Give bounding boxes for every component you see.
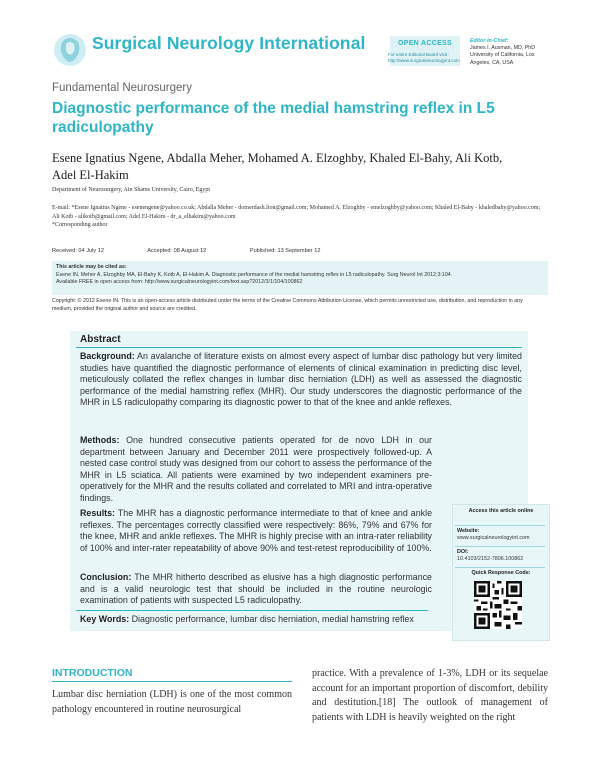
copyright-notice: Copyright: © 2012 Esene IN. This is an open-access article distributed under the terms of the Creative Commons Attribution License, which permits unrestricted use, distribution, and reproduction in any medium, provided the original author and source are credited. — [52, 298, 523, 312]
journal-logo — [52, 30, 88, 70]
access-heading: Access this article online — [468, 508, 534, 514]
available-link[interactable]: Available FREE in open access from: http://www.surgicalneurologyint.com/text.asp?2012/3/1/104/100862 — [56, 279, 303, 285]
open-access-label: OPEN ACCESS — [398, 40, 452, 47]
article-title: Diagnostic performance of the medial hamstring reflex in L5 radiculopathy — [52, 100, 495, 136]
divider — [76, 610, 428, 611]
abstract-conclusion: Conclusion: The MHR hitherto described as elusive has a high diagnostic performance and is a valid neurologic test that should be included in the routine neurologic examination of patients with suspected L5 radiculopathy. — [80, 572, 432, 605]
divider — [455, 567, 545, 568]
doi-link[interactable]: 10.4103/2152-7806.100862 — [457, 556, 524, 563]
affiliation: Department of Neurosurgery, Ain Shams University, Cairo, Egypt — [52, 187, 211, 193]
doi-info: DOI: 10.4103/2152-7806.100862 — [457, 549, 524, 563]
divider — [455, 546, 545, 547]
citation: This article may be cited as: Esene IN, Meher A, Elzoghby MA, El-Bahy K, Kotb A, El-Hakim A. Diagnostic performance of the medial hamstring reflex in L5 radiculopathy. Surg Neurol Int 2012;3:104. Available FREE in open access from: http://www.surgicalneurologyint.com/text.asp?2012/3/1/104/100862 — [56, 264, 453, 285]
received-date: Received: 04 July 12 — [52, 248, 104, 254]
abstract-background: Background: An avalanche of literature exists on almost every aspect of lumbar disc pathology but very limited studies have quantified the diagnostic performance of elements of clinical examination in predicting disc level, meticulously collated the reflex changes in lumbar disc herniation (LDH) as well as assessed the diagnostic performance of the medial hamstring reflex (MHR). Our study underscores the diagnostic performance of the MHR in L5 radiculopathy comparing its diagnostic power to that of the knee and ankle reflexes. — [80, 351, 522, 407]
journal-name: Surgical Neurology International — [92, 33, 366, 53]
editorial-board-link[interactable]: For entire Editorial Board visit : http://www.surgicalneurologyint.com — [388, 52, 460, 63]
qr-label: Quick Response Code: — [471, 570, 531, 576]
section-type: Fundamental Neurosurgery — [52, 82, 192, 94]
article-dates — [52, 248, 542, 254]
accepted-date: Accepted: 08 August 12 — [147, 248, 207, 254]
website-info: Website: www.surgicalneurologyint.com — [457, 528, 530, 542]
abstract-heading: Abstract — [80, 334, 121, 345]
author-list: Esene Ignatius Ngene, Abdalla Meher, Mohamed A. Elzoghby, Khaled El-Bahy, Ali Kotb, Adel El-Hakim — [52, 151, 503, 182]
corresponding-author: *Corresponding author — [52, 222, 108, 229]
intro-column-1: Lumbar disc herniation (LDH) is one of the most common pathology encountered in routine neurosurgical — [52, 689, 292, 715]
published-date: Published: 13 September 12 — [249, 248, 321, 254]
divider — [455, 525, 545, 526]
author-emails: E-mail: *Esene Ignatius Ngene - esenengene@yahoo.co.uk; Abdalla Meher - domerdash.lion@gmail.com; Mohamed A. Elzoghby - emelzoghby@yahoo.com; Khaled El-Bahy - khaledbahy@yahoo.com; Ali Kotb - alikotb@gmail.com; Adel El-Hakim - dr_a_elhakim@yahoo.com *Corresponding author — [52, 205, 541, 229]
abstract-keywords: Key Words: Diagnostic performance, lumbar disc herniation, medial hamstring reflex — [80, 614, 414, 624]
abstract-methods: Methods: One hundred consecutive patients operated for de novo LDH in our department between January and December 2011 were prospectively followed-up. A nested case control study was designed from our cohort to assess the performance of the MHR in L5 sciatica. All patients were examined by two independent examiners pre-operatively for the MHR and the results collated and correlated to MRI and intra-operative findings. — [80, 435, 432, 503]
intro-column-2: practice. With a prevalence of 1-3%, LDH or its sequelae account for an important proportion of discomfort, debility and destitution.[18] The outlook of management of patients with LDH is heavily weighted on the right — [312, 668, 548, 723]
divider — [52, 681, 292, 682]
divider — [76, 347, 522, 348]
website-link[interactable]: www.surgicalneurologyint.com — [457, 535, 530, 542]
editor-info: Editor-in-Chief: James I. Ausman, MD, PhD University of California, Los Angeles, CA, USA — [470, 38, 536, 66]
abstract-results: Results: The MHR has a diagnostic performance intermediate to that of knee and ankle reflexes. The percentages correctly classified were respectively: 86%, 79% and 67% for the knee, MHR and ankle reflexes. The MHR is highly precise with an intra-rater reliability of 100% and inter-rater repeatability of above 90% and test-retest reproducibility of 100%. — [80, 508, 433, 553]
qr-code-icon[interactable] — [474, 581, 522, 629]
introduction-heading: INTRODUCTION — [52, 667, 133, 679]
